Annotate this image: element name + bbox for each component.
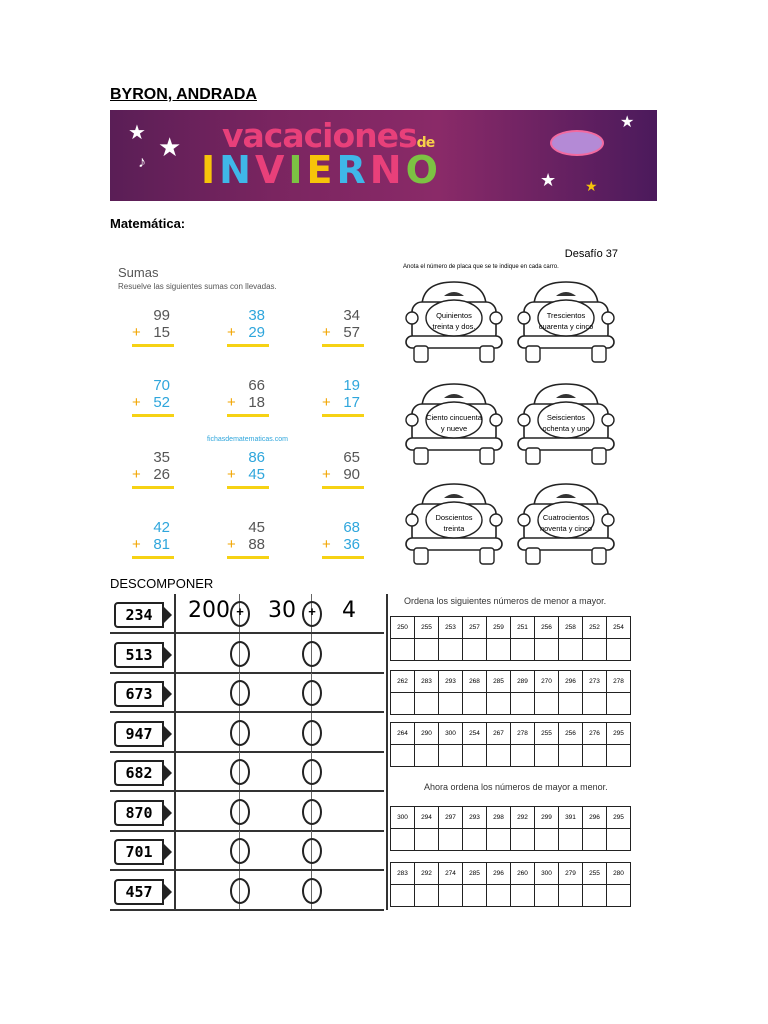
answer-line xyxy=(322,414,364,417)
answer-cell[interactable] xyxy=(463,693,487,715)
operator-circle xyxy=(302,799,322,825)
car-drawing xyxy=(404,376,504,466)
plus-sign: + xyxy=(308,604,316,619)
number-cell: 254 xyxy=(607,617,631,639)
answer-cell[interactable] xyxy=(583,693,607,715)
addend-bottom: 57 xyxy=(343,324,360,341)
banner-letter: R xyxy=(336,148,368,192)
addend-top: 19 xyxy=(343,377,360,394)
student-name: BYRON, ANDRADA xyxy=(110,86,257,103)
answer-cell[interactable] xyxy=(511,639,535,661)
sums-worksheet xyxy=(110,255,390,570)
addend-top: 99 xyxy=(153,307,170,324)
plus-sign: + xyxy=(322,536,331,553)
number-order-table xyxy=(390,722,631,767)
banner-letter: V xyxy=(254,148,287,192)
addition-problem xyxy=(215,307,275,353)
banner-title-line1: vacacionesde xyxy=(222,116,435,155)
answer-cell[interactable] xyxy=(559,829,583,851)
addition-problem xyxy=(310,307,370,353)
answer-cell[interactable] xyxy=(415,693,439,715)
answer-line xyxy=(322,556,364,559)
addend-bottom: 81 xyxy=(153,536,170,553)
ordena-worksheet xyxy=(390,594,646,910)
addend-top: 35 xyxy=(153,449,170,466)
divider xyxy=(174,594,176,632)
answer-cell[interactable] xyxy=(583,639,607,661)
answer-cell[interactable] xyxy=(415,745,439,767)
pencil-tip-icon xyxy=(162,605,172,625)
number-cell: 295 xyxy=(607,723,631,745)
answer-cell[interactable] xyxy=(583,745,607,767)
pencil-tip-icon xyxy=(162,645,172,665)
number-cell: 253 xyxy=(439,617,463,639)
plus-sign: + xyxy=(132,324,141,341)
answer-line xyxy=(132,486,174,489)
descomponer-row xyxy=(110,594,384,634)
addend-bottom: 26 xyxy=(153,466,170,483)
answer-cell[interactable] xyxy=(511,745,535,767)
section-heading-descomponer: DESCOMPONER xyxy=(110,576,214,591)
number-cell: 293 xyxy=(463,807,487,829)
answer-cell[interactable] xyxy=(559,639,583,661)
addition-problem xyxy=(215,377,275,423)
pencil-tip-icon xyxy=(162,842,172,862)
number-cell: 274 xyxy=(439,863,463,885)
banner-letter: I xyxy=(288,148,305,192)
sums-title: Sumas xyxy=(118,265,159,280)
addend-top: 68 xyxy=(343,519,360,536)
number-cell: 255 xyxy=(583,863,607,885)
answer-line xyxy=(227,344,269,347)
number-cell: 278 xyxy=(511,723,535,745)
answer-cell[interactable] xyxy=(463,885,487,907)
plus-sign: + xyxy=(227,536,236,553)
answer-cell[interactable] xyxy=(535,885,559,907)
addend-bottom: 17 xyxy=(343,394,360,411)
number-cell: 299 xyxy=(535,807,559,829)
answer-cell[interactable] xyxy=(487,639,511,661)
number-cell: 254 xyxy=(463,723,487,745)
car-plate-label: Quinientos treinta y dos. xyxy=(432,311,476,331)
answer-line xyxy=(227,486,269,489)
number-cell: 280 xyxy=(607,863,631,885)
answer-cell[interactable] xyxy=(535,639,559,661)
answer-cell[interactable] xyxy=(511,885,535,907)
answer-cell[interactable] xyxy=(391,745,415,767)
banner-image xyxy=(110,110,657,201)
answer-line xyxy=(322,486,364,489)
number-cell: 257 xyxy=(463,617,487,639)
car-drawing xyxy=(516,476,616,566)
ufo-icon xyxy=(550,130,604,156)
example-hundreds: 200 xyxy=(188,598,230,623)
operator-circle xyxy=(302,838,322,864)
number-cell: 251 xyxy=(511,617,535,639)
answer-cell[interactable] xyxy=(391,885,415,907)
operator-circle xyxy=(230,799,250,825)
pencil-number: 513 xyxy=(114,642,164,668)
answer-cell[interactable] xyxy=(607,829,631,851)
number-cell: 279 xyxy=(559,863,583,885)
addend-top: 86 xyxy=(248,449,265,466)
descomponer-row xyxy=(110,792,384,832)
number-cell: 264 xyxy=(391,723,415,745)
pencil-number: 673 xyxy=(114,681,164,707)
pencil-tip-icon xyxy=(162,763,172,783)
plus-sign: + xyxy=(132,536,141,553)
answer-cell[interactable] xyxy=(559,693,583,715)
addend-bottom: 29 xyxy=(248,324,265,341)
car-plate-label: Trescientos cuarenta y cinco xyxy=(538,311,594,331)
operator-circle xyxy=(230,720,250,746)
number-cell: 285 xyxy=(463,863,487,885)
section-heading-math: Matemática: xyxy=(110,216,186,231)
number-cell: 294 xyxy=(415,807,439,829)
descomponer-row xyxy=(110,713,384,753)
plus-sign: + xyxy=(322,394,331,411)
pencil-number: 870 xyxy=(114,800,164,826)
addition-problem xyxy=(310,377,370,423)
number-cell: 292 xyxy=(415,863,439,885)
divider xyxy=(174,752,176,790)
number-cell: 276 xyxy=(583,723,607,745)
car-plate-label: Doscientos treinta xyxy=(435,513,473,533)
plus-sign: + xyxy=(236,604,244,619)
plus-sign: + xyxy=(227,466,236,483)
operator-circle xyxy=(302,720,322,746)
number-cell: 391 xyxy=(559,807,583,829)
number-cell: 296 xyxy=(487,863,511,885)
addend-bottom: 90 xyxy=(343,466,360,483)
divider xyxy=(174,713,176,751)
number-cell: 252 xyxy=(583,617,607,639)
pencil-tip-icon xyxy=(162,803,172,823)
operator-circle xyxy=(302,878,322,904)
operator-circle xyxy=(302,641,322,667)
answer-cell[interactable] xyxy=(583,885,607,907)
answer-line xyxy=(227,414,269,417)
divider xyxy=(174,831,176,869)
number-cell: 255 xyxy=(535,723,559,745)
number-cell: 258 xyxy=(559,617,583,639)
number-cell: 289 xyxy=(511,671,535,693)
addend-bottom: 52 xyxy=(153,394,170,411)
star-icon: ★ xyxy=(158,132,182,162)
operator-circle xyxy=(230,759,250,785)
answer-line xyxy=(132,556,174,559)
number-cell: 255 xyxy=(415,617,439,639)
answer-cell[interactable] xyxy=(463,639,487,661)
answer-cell[interactable] xyxy=(535,745,559,767)
descomponer-row xyxy=(110,634,384,674)
addend-bottom: 88 xyxy=(248,536,265,553)
answer-cell[interactable] xyxy=(439,639,463,661)
number-cell: 296 xyxy=(559,671,583,693)
addition-problem xyxy=(120,377,180,423)
pencil-tip-icon xyxy=(162,684,172,704)
plus-sign: + xyxy=(227,324,236,341)
number-cell: 290 xyxy=(415,723,439,745)
addend-bottom: 15 xyxy=(153,324,170,341)
answer-cell[interactable] xyxy=(535,693,559,715)
pencil-tip-icon xyxy=(162,882,172,902)
answer-cell[interactable] xyxy=(415,829,439,851)
number-cell: 260 xyxy=(511,863,535,885)
addend-bottom: 18 xyxy=(248,394,265,411)
number-cell: 256 xyxy=(535,617,559,639)
descomponer-row xyxy=(110,871,384,911)
answer-cell[interactable] xyxy=(391,639,415,661)
plus-sign: + xyxy=(132,394,141,411)
number-cell: 293 xyxy=(439,671,463,693)
addition-problem xyxy=(310,519,370,565)
addend-top: 42 xyxy=(153,519,170,536)
operator-circle xyxy=(230,838,250,864)
number-cell: 278 xyxy=(607,671,631,693)
number-cell: 300 xyxy=(439,723,463,745)
divider xyxy=(174,871,176,909)
answer-cell[interactable] xyxy=(415,885,439,907)
answer-cell[interactable] xyxy=(487,829,511,851)
pencil-number: 457 xyxy=(114,879,164,905)
descomponer-row xyxy=(110,831,384,871)
pencil-number: 947 xyxy=(114,721,164,747)
answer-cell[interactable] xyxy=(607,639,631,661)
banner-title-line2 xyxy=(200,148,441,192)
number-order-table xyxy=(390,670,631,715)
pencil-number: 234 xyxy=(114,602,164,628)
addend-top: 66 xyxy=(248,377,265,394)
banner-letter: E xyxy=(306,148,335,192)
number-cell: 273 xyxy=(583,671,607,693)
addition-problem xyxy=(310,449,370,495)
addition-problem xyxy=(120,519,180,565)
addend-top: 70 xyxy=(153,377,170,394)
watermark: fichasdematematicas.com xyxy=(207,436,288,443)
answer-line xyxy=(227,556,269,559)
number-cell: 267 xyxy=(487,723,511,745)
answer-line xyxy=(322,344,364,347)
example-units: 4 xyxy=(342,598,356,623)
example-tens: 30 xyxy=(268,598,296,623)
number-cell: 298 xyxy=(487,807,511,829)
car-drawing xyxy=(516,376,616,466)
banner-letter: I xyxy=(201,148,218,192)
star-icon: ★ xyxy=(128,122,146,144)
addend-top: 45 xyxy=(248,519,265,536)
number-cell: 292 xyxy=(511,807,535,829)
operator-circle xyxy=(230,878,250,904)
answer-cell[interactable] xyxy=(439,885,463,907)
number-order-table xyxy=(390,806,631,851)
addend-top: 38 xyxy=(248,307,265,324)
descomponer-row xyxy=(110,673,384,713)
number-cell: 283 xyxy=(415,671,439,693)
plus-sign: + xyxy=(132,466,141,483)
answer-cell[interactable] xyxy=(607,693,631,715)
answer-cell[interactable] xyxy=(439,745,463,767)
sums-subtitle: Resuelve las siguientes sumas con llevadas. xyxy=(118,282,277,291)
addition-problem xyxy=(120,449,180,495)
answer-cell[interactable] xyxy=(391,693,415,715)
answer-cell[interactable] xyxy=(559,885,583,907)
operator-circle xyxy=(302,759,322,785)
answer-cell[interactable] xyxy=(415,639,439,661)
operator-circle xyxy=(302,680,322,706)
number-cell: 296 xyxy=(583,807,607,829)
answer-cell[interactable] xyxy=(607,745,631,767)
answer-cell[interactable] xyxy=(583,829,607,851)
addition-problem xyxy=(215,519,275,565)
ordena-title-1: Ordena los siguientes números de menor a mayor. xyxy=(404,596,607,606)
number-cell: 300 xyxy=(535,863,559,885)
number-cell: 250 xyxy=(391,617,415,639)
addend-bottom: 45 xyxy=(248,466,265,483)
answer-cell[interactable] xyxy=(487,745,511,767)
desafio-instruction: Anota el número de placa que se te indique en cada carro. xyxy=(403,264,559,270)
addend-top: 34 xyxy=(343,307,360,324)
divider xyxy=(174,634,176,672)
divider xyxy=(174,673,176,711)
descomponer-table xyxy=(110,594,388,910)
answer-cell[interactable] xyxy=(463,745,487,767)
pencil-number: 701 xyxy=(114,839,164,865)
operator-circle xyxy=(230,680,250,706)
answer-line xyxy=(132,414,174,417)
number-cell: 283 xyxy=(391,863,415,885)
answer-cell[interactable] xyxy=(439,829,463,851)
banner-letter: N xyxy=(369,148,404,192)
answer-line xyxy=(132,344,174,347)
addend-top: 65 xyxy=(343,449,360,466)
plus-sign: + xyxy=(227,394,236,411)
car-plate-label: Seiscientos ochenta y uno xyxy=(542,413,590,433)
music-note-icon: ♪ xyxy=(138,154,146,171)
answer-cell[interactable] xyxy=(535,829,559,851)
divider xyxy=(174,792,176,830)
answer-cell[interactable] xyxy=(463,829,487,851)
number-cell: 300 xyxy=(391,807,415,829)
number-order-table xyxy=(390,862,631,907)
number-cell: 259 xyxy=(487,617,511,639)
car-plate-label: Ciento cincuenta y nueve xyxy=(426,413,482,433)
number-cell: 285 xyxy=(487,671,511,693)
addition-problem xyxy=(120,307,180,353)
answer-cell[interactable] xyxy=(487,693,511,715)
star-icon: ★ xyxy=(540,170,557,190)
banner-letter: N xyxy=(219,148,253,192)
car-plate-label: Cuatrocientos noventa y cinco xyxy=(539,513,593,533)
answer-cell[interactable] xyxy=(391,829,415,851)
banner-letter: O xyxy=(405,148,440,192)
star-icon: ★ xyxy=(620,114,635,131)
plus-sign: + xyxy=(322,466,331,483)
answer-cell[interactable] xyxy=(607,885,631,907)
star-icon: ★ xyxy=(585,178,598,194)
desafio-title: Desafío 37 xyxy=(564,248,618,260)
answer-cell[interactable] xyxy=(439,693,463,715)
ordena-title-2: Ahora ordena los números de mayor a menor. xyxy=(424,782,608,792)
answer-cell[interactable] xyxy=(511,829,535,851)
number-cell: 262 xyxy=(391,671,415,693)
car-drawing xyxy=(404,274,504,364)
car-drawing xyxy=(404,476,504,566)
car-drawing xyxy=(516,274,616,364)
number-order-table xyxy=(390,616,631,661)
answer-cell[interactable] xyxy=(487,885,511,907)
addition-problem xyxy=(215,449,275,495)
answer-cell[interactable] xyxy=(559,745,583,767)
operator-circle xyxy=(230,641,250,667)
desafio-worksheet xyxy=(400,248,630,570)
answer-cell[interactable] xyxy=(511,693,535,715)
number-cell: 297 xyxy=(439,807,463,829)
descomponer-row xyxy=(110,752,384,792)
number-cell: 295 xyxy=(607,807,631,829)
addend-bottom: 36 xyxy=(343,536,360,553)
pencil-tip-icon xyxy=(162,724,172,744)
pencil-number: 682 xyxy=(114,760,164,786)
plus-sign: + xyxy=(322,324,331,341)
number-cell: 268 xyxy=(463,671,487,693)
number-cell: 270 xyxy=(535,671,559,693)
number-cell: 256 xyxy=(559,723,583,745)
